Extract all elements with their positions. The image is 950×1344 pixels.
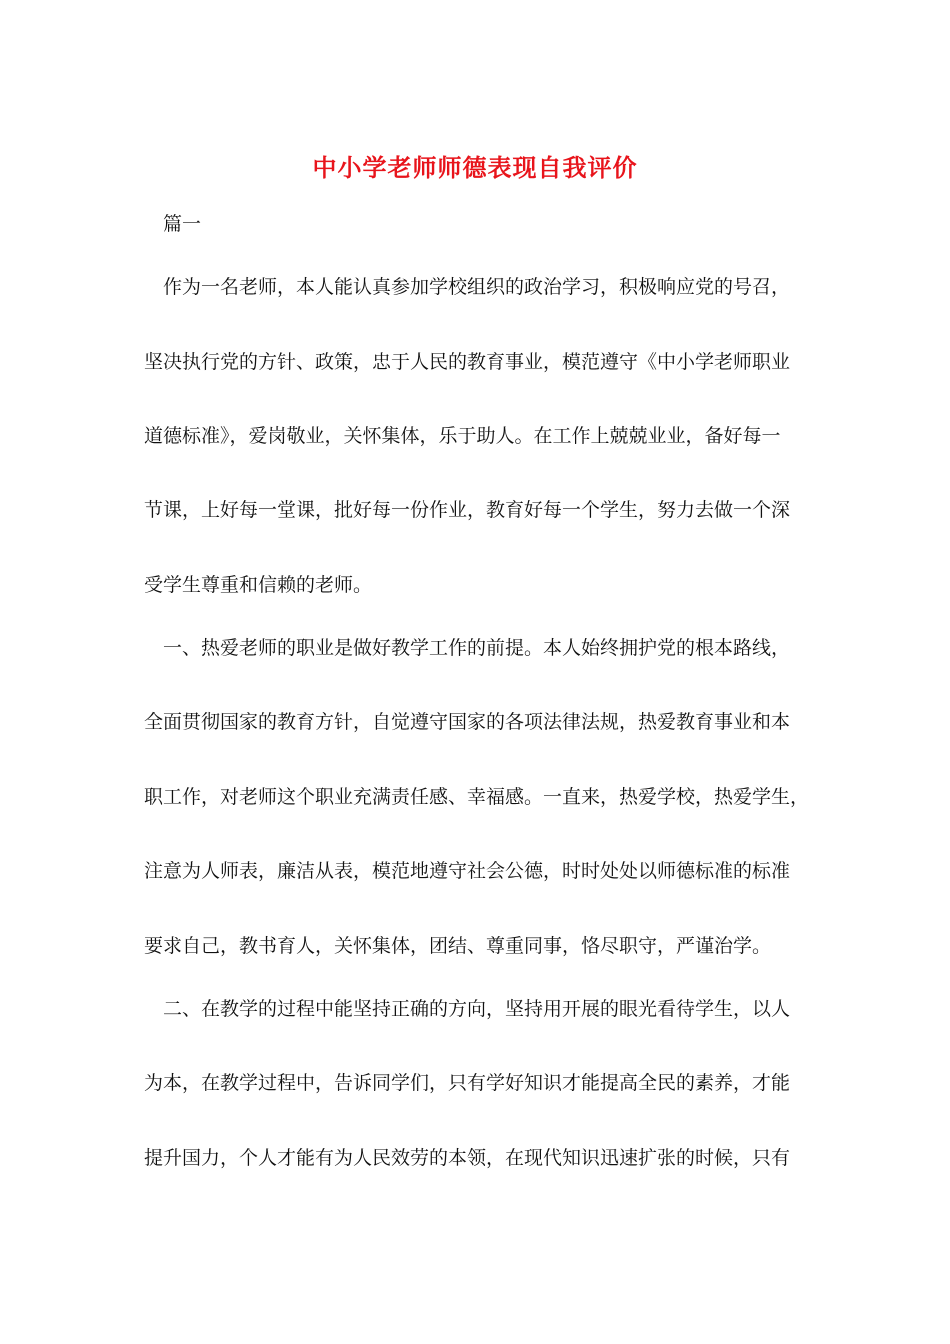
paragraph-line: 职工作，对老师这个职业充满责任感、幸福感。一直来，热爱学校，热爱学生， (144, 786, 810, 808)
paragraph-line: 作为一名老师，本人能认真参加学校组织的政治学习，积极响应党的号召， (163, 276, 791, 298)
paragraph-line: 提升国力，个人才能有为人民效劳的本领，在现代知识迅速扩张的时候，只有 (144, 1147, 791, 1169)
paragraph-line: 道德标准》，爱岗敬业，关怀集体，乐于助人。在工作上兢兢业业，备好每一 (144, 425, 781, 447)
paragraph-line: 节课，上好每一堂课，批好每一份作业，教育好每一个学生，努力去做一个深 (144, 499, 791, 521)
paragraph-line: 受学生尊重和信赖的老师。 (144, 574, 373, 596)
paragraph-line: 坚决执行党的方针、政策，忠于人民的教育事业，模范遵守《中小学老师职业 (144, 351, 791, 373)
paragraph-line: 全面贯彻国家的教育方针，自觉遵守国家的各项法律法规，热爱教育事业和本 (144, 711, 791, 733)
paragraph-line: 一、热爱老师的职业是做好教学工作的前提。本人始终拥护党的根本路线， (163, 637, 791, 659)
section-label: 篇一 (163, 213, 202, 235)
paragraph-line: 注意为人师表，廉洁从表，模范地遵守社会公德，时时处处以师德标准的标准 (144, 860, 791, 882)
paragraph-line: 要求自己，教书育人，关怀集体，团结、尊重同事，恪尽职守，严谨治学。 (144, 935, 772, 957)
paragraph-line: 二、在教学的过程中能坚持正确的方向，坚持用开展的眼光看待学生，以人 (163, 998, 791, 1020)
paragraph-line: 为本，在教学过程中，告诉同学们，只有学好知识才能提高全民的素养，才能 (144, 1072, 791, 1094)
document-title: 中小学老师师德表现自我评价 (312, 153, 638, 182)
